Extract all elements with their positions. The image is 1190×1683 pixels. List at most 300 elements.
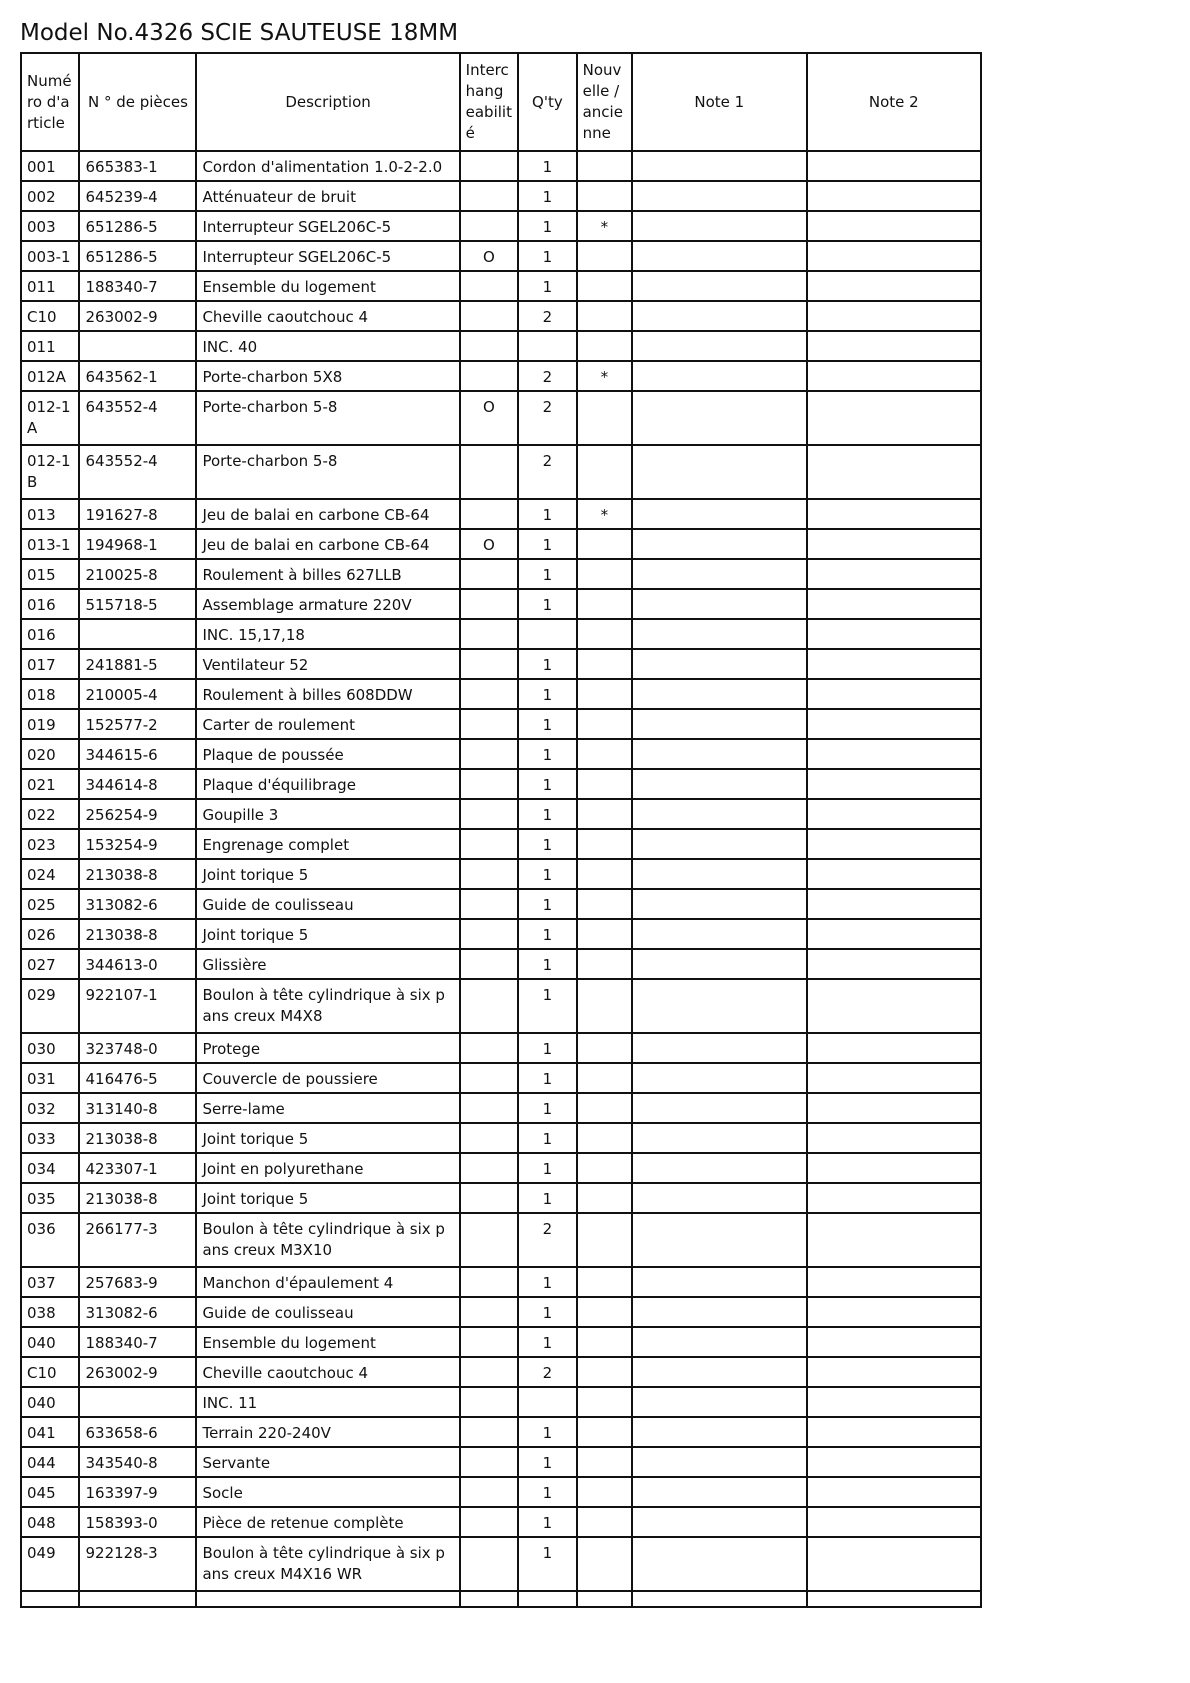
item-number-cell: 020 xyxy=(21,739,79,769)
part-number-cell: 152577-2 xyxy=(79,709,196,739)
header-row xyxy=(21,53,981,151)
note-2-cell xyxy=(807,499,981,529)
description-cell: Boulon à tête cylindrique à six pans creux M3X10 xyxy=(196,1213,459,1267)
note-2-cell xyxy=(807,979,981,1033)
interchangeability-cell xyxy=(460,1357,518,1387)
description-cell: Boulon à tête cylindrique à six pans creux M4X16 WR xyxy=(196,1537,459,1591)
quantity-cell xyxy=(518,619,576,649)
new-old-cell: * xyxy=(577,499,632,529)
quantity-cell: 1 xyxy=(518,1327,576,1357)
note-2-cell xyxy=(807,241,981,271)
interchangeability-cell xyxy=(460,445,518,499)
description-cell: Cheville caoutchouc 4 xyxy=(196,301,459,331)
note-1-cell xyxy=(632,1033,806,1063)
quantity-cell: 1 xyxy=(518,1153,576,1183)
new-old-cell xyxy=(577,1417,632,1447)
item-number-cell: 001 xyxy=(21,151,79,181)
item-number-cell: 016 xyxy=(21,589,79,619)
interchangeability-cell xyxy=(460,361,518,391)
quantity-cell: 1 xyxy=(518,1447,576,1477)
table-row xyxy=(21,181,981,211)
note-2-cell xyxy=(807,529,981,559)
interchangeability-cell xyxy=(460,1447,518,1477)
note-2-cell xyxy=(807,589,981,619)
note-1-cell xyxy=(632,589,806,619)
note-1-cell xyxy=(632,181,806,211)
new-old-cell xyxy=(577,679,632,709)
table-row xyxy=(21,1417,981,1447)
new-old-cell xyxy=(577,1183,632,1213)
item-number-cell: 023 xyxy=(21,829,79,859)
note-1-cell xyxy=(632,1417,806,1447)
quantity-cell: 1 xyxy=(518,1507,576,1537)
part-number-cell: 515718-5 xyxy=(79,589,196,619)
item-number-cell: 011 xyxy=(21,331,79,361)
header-note-2: Note 2 xyxy=(807,53,981,151)
note-1-cell xyxy=(632,499,806,529)
part-number-cell: 241881-5 xyxy=(79,649,196,679)
quantity-cell: 2 xyxy=(518,445,576,499)
new-old-cell xyxy=(577,919,632,949)
note-2-cell xyxy=(807,679,981,709)
new-old-cell xyxy=(577,619,632,649)
new-old-cell: * xyxy=(577,211,632,241)
quantity-cell: 1 xyxy=(518,649,576,679)
quantity-cell: 2 xyxy=(518,1213,576,1267)
table-row xyxy=(21,979,981,1033)
part-number-cell: 163397-9 xyxy=(79,1477,196,1507)
interchangeability-cell xyxy=(460,1213,518,1267)
part-number-cell: 643562-1 xyxy=(79,361,196,391)
new-old-cell xyxy=(577,529,632,559)
description-cell: INC. 40 xyxy=(196,331,459,361)
table-row xyxy=(21,799,981,829)
item-number-cell: 044 xyxy=(21,1447,79,1477)
interchangeability-cell xyxy=(460,559,518,589)
new-old-cell xyxy=(577,1327,632,1357)
new-old-cell xyxy=(577,709,632,739)
quantity-cell: 1 xyxy=(518,589,576,619)
note-2-cell xyxy=(807,769,981,799)
item-number-cell: 040 xyxy=(21,1327,79,1357)
interchangeability-cell xyxy=(460,1153,518,1183)
item-number-cell: 002 xyxy=(21,181,79,211)
interchangeability-cell xyxy=(460,271,518,301)
empty-cell xyxy=(577,1591,632,1607)
quantity-cell: 1 xyxy=(518,529,576,559)
note-1-cell xyxy=(632,301,806,331)
empty-cell xyxy=(79,1591,196,1607)
description-cell: Roulement à billes 608DDW xyxy=(196,679,459,709)
note-1-cell xyxy=(632,1213,806,1267)
part-number-cell: 213038-8 xyxy=(79,919,196,949)
description-cell: Ventilateur 52 xyxy=(196,649,459,679)
quantity-cell: 1 xyxy=(518,1477,576,1507)
part-number-cell: 323748-0 xyxy=(79,1033,196,1063)
interchangeability-cell xyxy=(460,859,518,889)
note-1-cell xyxy=(632,1267,806,1297)
table-row xyxy=(21,1477,981,1507)
interchangeability-cell xyxy=(460,151,518,181)
table-row xyxy=(21,1093,981,1123)
item-number-cell: 013-1 xyxy=(21,529,79,559)
note-1-cell xyxy=(632,1183,806,1213)
interchangeability-cell xyxy=(460,331,518,361)
part-number-cell: 665383-1 xyxy=(79,151,196,181)
item-number-cell: C10 xyxy=(21,1357,79,1387)
interchangeability-cell xyxy=(460,769,518,799)
new-old-cell xyxy=(577,1477,632,1507)
description-cell: INC. 15,17,18 xyxy=(196,619,459,649)
note-2-cell xyxy=(807,1297,981,1327)
description-cell: Joint torique 5 xyxy=(196,919,459,949)
table-row xyxy=(21,1327,981,1357)
note-1-cell xyxy=(632,979,806,1033)
description-cell: Ensemble du logement xyxy=(196,271,459,301)
table-row xyxy=(21,1153,981,1183)
note-2-cell xyxy=(807,1033,981,1063)
item-number-cell: 025 xyxy=(21,889,79,919)
note-2-cell xyxy=(807,1417,981,1447)
description-cell: Cordon d'alimentation 1.0-2-2.0 xyxy=(196,151,459,181)
new-old-cell xyxy=(577,649,632,679)
description-cell: Carter de roulement xyxy=(196,709,459,739)
quantity-cell: 2 xyxy=(518,301,576,331)
table-row xyxy=(21,649,981,679)
description-cell: Plaque de poussée xyxy=(196,739,459,769)
interchangeability-cell xyxy=(460,1477,518,1507)
note-1-cell xyxy=(632,919,806,949)
note-2-cell xyxy=(807,1213,981,1267)
table-row xyxy=(21,1033,981,1063)
header-interchangeability: Interc hang eabilit é xyxy=(460,53,518,151)
table-row xyxy=(21,331,981,361)
item-number-cell: 017 xyxy=(21,649,79,679)
part-number-cell: 344614-8 xyxy=(79,769,196,799)
new-old-cell xyxy=(577,1447,632,1477)
note-1-cell xyxy=(632,1093,806,1123)
note-2-cell xyxy=(807,889,981,919)
description-cell: Plaque d'équilibrage xyxy=(196,769,459,799)
interchangeability-cell xyxy=(460,301,518,331)
quantity-cell xyxy=(518,331,576,361)
new-old-cell xyxy=(577,559,632,589)
quantity-cell: 1 xyxy=(518,499,576,529)
new-old-cell: * xyxy=(577,361,632,391)
note-1-cell xyxy=(632,799,806,829)
part-number-cell: 188340-7 xyxy=(79,271,196,301)
part-number-cell xyxy=(79,619,196,649)
table-row xyxy=(21,1297,981,1327)
note-2-cell xyxy=(807,1153,981,1183)
note-2-cell xyxy=(807,619,981,649)
note-1-cell xyxy=(632,889,806,919)
empty-cell xyxy=(21,1591,79,1607)
note-1-cell xyxy=(632,241,806,271)
table-row xyxy=(21,769,981,799)
item-number-cell: 030 xyxy=(21,1033,79,1063)
part-number-cell: 922128-3 xyxy=(79,1537,196,1591)
note-2-cell xyxy=(807,859,981,889)
description-cell: Guide de coulisseau xyxy=(196,1297,459,1327)
note-1-cell xyxy=(632,1153,806,1183)
interchangeability-cell xyxy=(460,1537,518,1591)
note-2-cell xyxy=(807,739,981,769)
quantity-cell: 1 xyxy=(518,1183,576,1213)
item-number-cell: 031 xyxy=(21,1063,79,1093)
table-row xyxy=(21,679,981,709)
item-number-cell: 027 xyxy=(21,949,79,979)
description-cell: Joint torique 5 xyxy=(196,1123,459,1153)
note-1-cell xyxy=(632,1537,806,1591)
description-cell: Servante xyxy=(196,1447,459,1477)
note-1-cell xyxy=(632,1123,806,1153)
quantity-cell: 1 xyxy=(518,859,576,889)
item-number-cell: 022 xyxy=(21,799,79,829)
new-old-cell xyxy=(577,1297,632,1327)
interchangeability-cell xyxy=(460,181,518,211)
quantity-cell: 1 xyxy=(518,1063,576,1093)
interchangeability-cell xyxy=(460,739,518,769)
note-2-cell xyxy=(807,271,981,301)
item-number-cell: 003-1 xyxy=(21,241,79,271)
interchangeability-cell xyxy=(460,211,518,241)
description-cell: Joint en polyurethane xyxy=(196,1153,459,1183)
item-number-cell: 026 xyxy=(21,919,79,949)
header-new-old: Nouv elle / ancie nne xyxy=(577,53,632,151)
note-2-cell xyxy=(807,919,981,949)
item-number-cell: 048 xyxy=(21,1507,79,1537)
item-number-cell: 045 xyxy=(21,1477,79,1507)
item-number-cell: C10 xyxy=(21,301,79,331)
part-number-cell: 344613-0 xyxy=(79,949,196,979)
note-2-cell xyxy=(807,1537,981,1591)
interchangeability-cell: O xyxy=(460,391,518,445)
new-old-cell xyxy=(577,949,632,979)
note-2-cell xyxy=(807,331,981,361)
table-row xyxy=(21,151,981,181)
quantity-cell: 2 xyxy=(518,1357,576,1387)
table-row xyxy=(21,829,981,859)
interchangeability-cell xyxy=(460,1093,518,1123)
new-old-cell xyxy=(577,181,632,211)
part-number-cell: 257683-9 xyxy=(79,1267,196,1297)
part-number-cell: 343540-8 xyxy=(79,1447,196,1477)
new-old-cell xyxy=(577,1213,632,1267)
item-number-cell: 049 xyxy=(21,1537,79,1591)
note-1-cell xyxy=(632,769,806,799)
interchangeability-cell xyxy=(460,1033,518,1063)
interchangeability-cell xyxy=(460,619,518,649)
new-old-cell xyxy=(577,1387,632,1417)
note-2-cell xyxy=(807,1477,981,1507)
new-old-cell xyxy=(577,1357,632,1387)
item-number-cell: 012-1B xyxy=(21,445,79,499)
quantity-cell: 1 xyxy=(518,1417,576,1447)
table-row xyxy=(21,1123,981,1153)
page-title: Model No.4326 SCIE SAUTEUSE 18MM xyxy=(20,20,459,46)
description-cell: Roulement à billes 627LLB xyxy=(196,559,459,589)
note-1-cell xyxy=(632,1357,806,1387)
description-cell: Joint torique 5 xyxy=(196,1183,459,1213)
note-2-cell xyxy=(807,799,981,829)
table-row xyxy=(21,1267,981,1297)
table-row xyxy=(21,919,981,949)
interchangeability-cell xyxy=(460,1063,518,1093)
item-number-cell: 013 xyxy=(21,499,79,529)
table-row xyxy=(21,1357,981,1387)
interchangeability-cell xyxy=(460,1507,518,1537)
note-2-cell xyxy=(807,1387,981,1417)
interchangeability-cell xyxy=(460,1417,518,1447)
note-1-cell xyxy=(632,619,806,649)
description-cell: Guide de coulisseau xyxy=(196,889,459,919)
note-1-cell xyxy=(632,529,806,559)
note-2-cell xyxy=(807,649,981,679)
quantity-cell: 1 xyxy=(518,559,576,589)
note-2-cell xyxy=(807,301,981,331)
note-1-cell xyxy=(632,361,806,391)
item-number-cell: 021 xyxy=(21,769,79,799)
new-old-cell xyxy=(577,589,632,619)
note-1-cell xyxy=(632,1297,806,1327)
new-old-cell xyxy=(577,391,632,445)
new-old-cell xyxy=(577,1123,632,1153)
table-row xyxy=(21,271,981,301)
interchangeability-cell xyxy=(460,499,518,529)
new-old-cell xyxy=(577,859,632,889)
table-row xyxy=(21,241,981,271)
new-old-cell xyxy=(577,445,632,499)
new-old-cell xyxy=(577,769,632,799)
part-number-cell: 423307-1 xyxy=(79,1153,196,1183)
note-2-cell xyxy=(807,361,981,391)
quantity-cell: 1 xyxy=(518,181,576,211)
interchangeability-cell xyxy=(460,649,518,679)
item-number-cell: 015 xyxy=(21,559,79,589)
quantity-cell: 1 xyxy=(518,1297,576,1327)
table-row xyxy=(21,859,981,889)
note-1-cell xyxy=(632,859,806,889)
quantity-cell: 2 xyxy=(518,361,576,391)
description-cell: INC. 11 xyxy=(196,1387,459,1417)
note-1-cell xyxy=(632,1387,806,1417)
item-number-cell: 034 xyxy=(21,1153,79,1183)
quantity-cell: 1 xyxy=(518,829,576,859)
header-note-1: Note 1 xyxy=(632,53,806,151)
empty-cell xyxy=(807,1591,981,1607)
part-number-cell: 263002-9 xyxy=(79,301,196,331)
note-1-cell xyxy=(632,271,806,301)
description-cell: Assemblage armature 220V xyxy=(196,589,459,619)
quantity-cell: 1 xyxy=(518,889,576,919)
new-old-cell xyxy=(577,151,632,181)
quantity-cell: 1 xyxy=(518,1123,576,1153)
table-row xyxy=(21,1387,981,1417)
new-old-cell xyxy=(577,331,632,361)
item-number-cell: 035 xyxy=(21,1183,79,1213)
note-2-cell xyxy=(807,829,981,859)
quantity-cell: 1 xyxy=(518,211,576,241)
interchangeability-cell xyxy=(460,1267,518,1297)
new-old-cell xyxy=(577,1033,632,1063)
description-cell: Ensemble du logement xyxy=(196,1327,459,1357)
item-number-cell: 040 xyxy=(21,1387,79,1417)
new-old-cell xyxy=(577,1093,632,1123)
table-row xyxy=(21,1507,981,1537)
note-2-cell xyxy=(807,1327,981,1357)
quantity-cell: 1 xyxy=(518,679,576,709)
part-number-cell: 651286-5 xyxy=(79,241,196,271)
note-1-cell xyxy=(632,211,806,241)
empty-cell xyxy=(632,1591,806,1607)
header-quantity: Q'ty xyxy=(518,53,576,151)
quantity-cell xyxy=(518,1387,576,1417)
interchangeability-cell: O xyxy=(460,241,518,271)
item-number-cell: 012-1A xyxy=(21,391,79,445)
note-2-cell xyxy=(807,181,981,211)
table-row xyxy=(21,529,981,559)
note-2-cell xyxy=(807,211,981,241)
description-cell: Pièce de retenue complète xyxy=(196,1507,459,1537)
note-2-cell xyxy=(807,949,981,979)
description-cell: Porte-charbon 5-8 xyxy=(196,391,459,445)
description-cell: Boulon à tête cylindrique à six pans creux M4X8 xyxy=(196,979,459,1033)
interchangeability-cell xyxy=(460,1183,518,1213)
part-number-cell: 188340-7 xyxy=(79,1327,196,1357)
interchangeability-cell xyxy=(460,889,518,919)
description-cell: Socle xyxy=(196,1477,459,1507)
table-row xyxy=(21,589,981,619)
quantity-cell: 1 xyxy=(518,799,576,829)
note-2-cell xyxy=(807,1357,981,1387)
new-old-cell xyxy=(577,1537,632,1591)
empty-cell xyxy=(518,1591,576,1607)
quantity-cell: 1 xyxy=(518,1267,576,1297)
part-number-cell xyxy=(79,1387,196,1417)
part-number-cell: 313082-6 xyxy=(79,1297,196,1327)
new-old-cell xyxy=(577,1507,632,1537)
part-number-cell: 313140-8 xyxy=(79,1093,196,1123)
header-description: Description xyxy=(196,53,459,151)
quantity-cell: 1 xyxy=(518,241,576,271)
note-2-cell xyxy=(807,445,981,499)
item-number-cell: 041 xyxy=(21,1417,79,1447)
new-old-cell xyxy=(577,241,632,271)
part-number-cell: 213038-8 xyxy=(79,1183,196,1213)
part-number-cell: 643552-4 xyxy=(79,391,196,445)
item-number-cell: 029 xyxy=(21,979,79,1033)
quantity-cell: 1 xyxy=(518,271,576,301)
table-row xyxy=(21,889,981,919)
description-cell: Interrupteur SGEL206C-5 xyxy=(196,211,459,241)
part-number-cell: 266177-3 xyxy=(79,1213,196,1267)
part-number-cell: 191627-8 xyxy=(79,499,196,529)
item-number-cell: 019 xyxy=(21,709,79,739)
note-1-cell xyxy=(632,445,806,499)
description-cell: Protege xyxy=(196,1033,459,1063)
new-old-cell xyxy=(577,889,632,919)
part-number-cell: 651286-5 xyxy=(79,211,196,241)
quantity-cell: 1 xyxy=(518,151,576,181)
part-number-cell: 210005-4 xyxy=(79,679,196,709)
item-number-cell: 003 xyxy=(21,211,79,241)
note-2-cell xyxy=(807,1267,981,1297)
note-1-cell xyxy=(632,739,806,769)
new-old-cell xyxy=(577,301,632,331)
interchangeability-cell xyxy=(460,829,518,859)
interchangeability-cell xyxy=(460,1387,518,1417)
